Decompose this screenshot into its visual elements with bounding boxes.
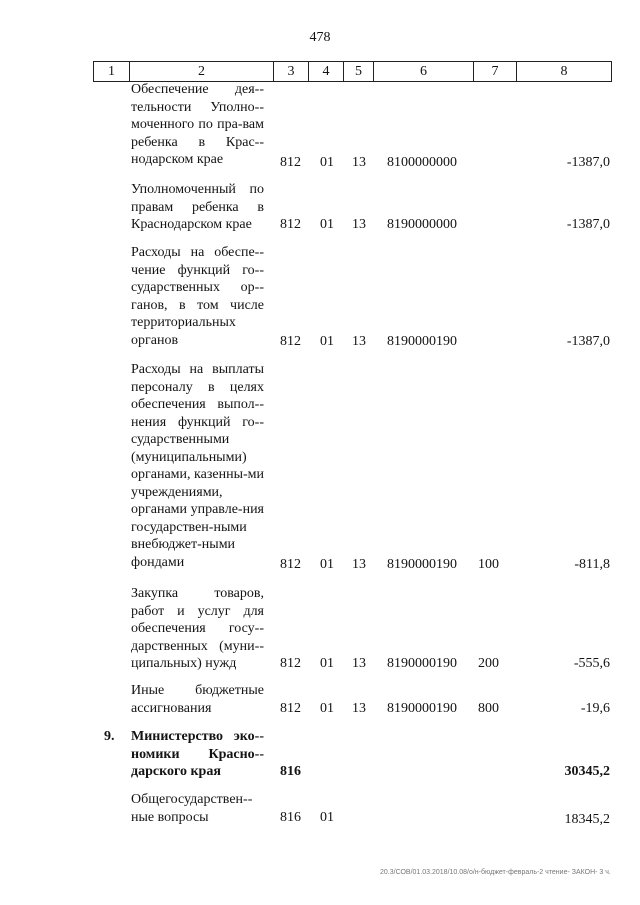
row-amount: -19,6 [580, 701, 610, 716]
row-target-article: 8190000190 [387, 701, 457, 716]
row-expense-type: 100 [478, 557, 499, 572]
row-admin-code: 816 [280, 810, 301, 825]
row-name: Закупка товаров, работ и услуг для обеспечения госу-дарственных (муни-ципальных) нужд [131, 586, 264, 671]
row-name: Иные бюджетные ассигнования [131, 683, 264, 716]
page-number: 478 [309, 30, 331, 45]
row-admin-code: 812 [280, 334, 301, 349]
row-amount: -1387,0 [566, 155, 610, 170]
row-amount: 30345,2 [564, 764, 610, 779]
row-admin-code: 812 [280, 217, 301, 232]
row-name: Министерство эко-номики Красно-дарского края [131, 729, 264, 779]
row-name: Общегосударствен-ные вопросы [131, 792, 253, 825]
row-subsection-code: 13 [352, 656, 366, 671]
column-header-8: 8 [560, 64, 568, 79]
column-header-6: 6 [420, 64, 427, 79]
row-target-article: 8190000000 [387, 217, 457, 232]
column-header-row [93, 61, 612, 82]
row-expense-type: 800 [478, 701, 499, 716]
row-section-code: 01 [320, 334, 334, 349]
row-section-code: 01 [320, 217, 334, 232]
row-name: Обеспечение дея-тельности Уполно-моченного по пра-вам ребенка в Крас-нодарском крае [131, 82, 264, 167]
row-admin-code: 816 [280, 764, 301, 779]
row-subsection-code: 13 [352, 217, 366, 232]
document-footer: 20.3/СОВ/01.03.2018/10.08/о/н-бюджет-февраль-2 чтение- ЗАКОН- 3 ч. [380, 869, 611, 876]
row-expense-type: 200 [478, 656, 499, 671]
row-admin-code: 812 [280, 656, 301, 671]
row-name: Расходы на обеспе-чение функций го-сударственных ор-ганов, в том числе территориальных органов [131, 245, 264, 348]
row-name: Расходы на выплаты персоналу в целях обеспечения выпол-нения функций го-сударственными (муниципальными) органами, казенны-ми учреждениями, органами управле-ния государствен-ными внебюджет-ными фондами [131, 362, 264, 570]
row-section-code: 01 [320, 701, 334, 716]
row-section-number: 9. [104, 729, 115, 744]
column-header-5: 5 [355, 64, 362, 79]
row-target-article: 8190000190 [387, 557, 457, 572]
row-target-article: 8190000190 [387, 656, 457, 671]
row-section-code: 01 [320, 155, 334, 170]
row-amount: -1387,0 [566, 334, 610, 349]
column-header-7: 7 [491, 64, 499, 79]
row-name: Уполномоченный по правам ребенка в Краснодарском крае [131, 182, 264, 232]
row-subsection-code: 13 [352, 701, 366, 716]
row-subsection-code: 13 [352, 155, 366, 170]
row-section-code: 01 [320, 557, 334, 572]
row-admin-code: 812 [280, 155, 301, 170]
row-admin-code: 812 [280, 557, 301, 572]
row-amount: -811,8 [574, 557, 610, 572]
row-section-code: 01 [320, 656, 334, 671]
row-section-code: 01 [320, 810, 334, 825]
row-subsection-code: 13 [352, 334, 366, 349]
column-header-4: 4 [322, 64, 330, 79]
row-target-article: 8190000190 [387, 334, 457, 349]
column-header-1: 1 [108, 64, 115, 79]
row-amount: 18345,2 [564, 812, 610, 827]
row-amount: -555,6 [573, 656, 610, 671]
column-header-2: 2 [198, 64, 205, 79]
row-amount: -1387,0 [566, 217, 610, 232]
row-target-article: 8100000000 [387, 155, 457, 170]
column-header-3: 3 [287, 64, 295, 79]
row-subsection-code: 13 [352, 557, 366, 572]
row-admin-code: 812 [280, 701, 301, 716]
